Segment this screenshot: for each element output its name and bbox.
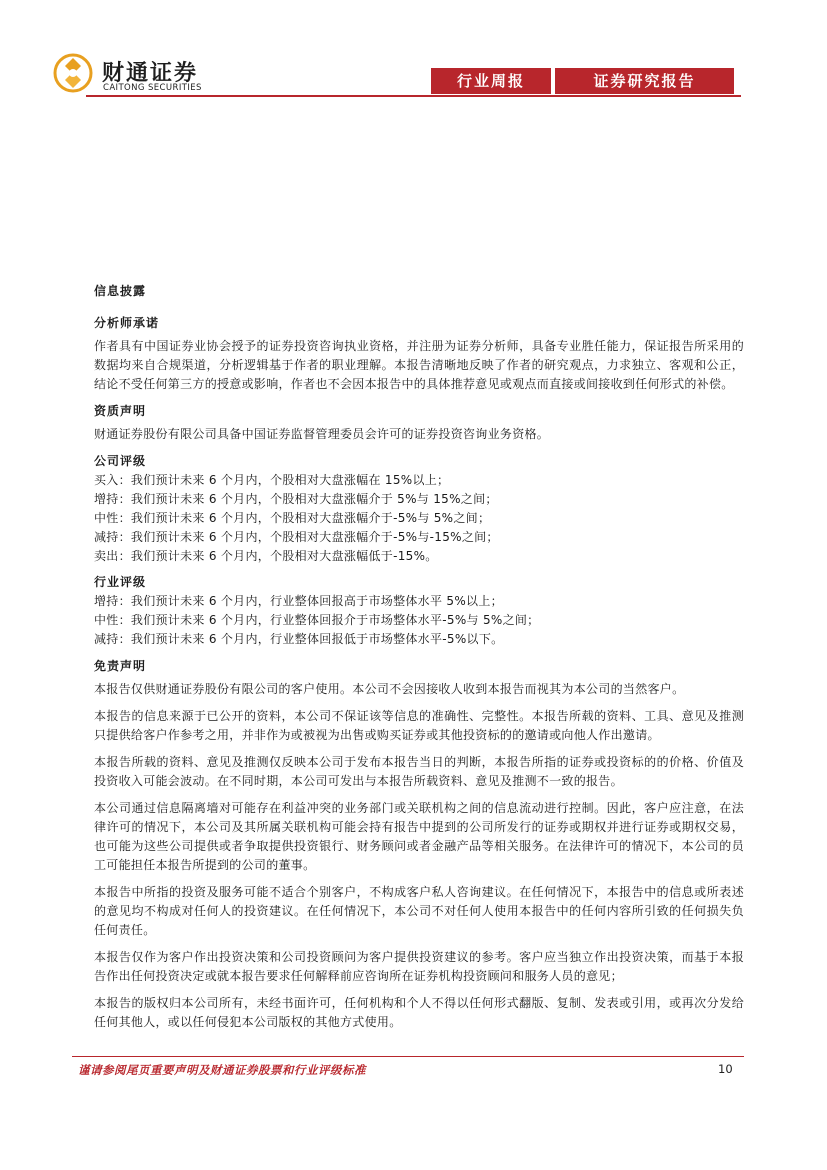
tag-securities-research-report: 证券研究报告 bbox=[555, 68, 734, 94]
footer-notice: 谨请参阅尾页重要声明及财通证券股票和行业评级标准 bbox=[78, 1063, 366, 1077]
company-rating-item: 卖出：我们预计未来 6 个月内，个股相对大盘涨幅低于-15%。 bbox=[94, 549, 438, 563]
disclaimer-heading: 免责声明 bbox=[94, 659, 147, 673]
industry-rating-item: 增持：我们预计未来 6 个月内，行业整体回报高于市场整体水平 5%以上； bbox=[94, 594, 503, 608]
company-rating-item: 买入：我们预计未来 6 个月内，个股相对大盘涨幅在 15%以上； bbox=[94, 473, 450, 487]
page-number: 10 bbox=[718, 1062, 733, 1076]
disclaimer-paragraph: 本报告中所指的投资及服务可能不适合个别客户，不构成客户私人咨询建议。在任何情况下，本报告中的信息或所表述的意见均不构成对任何人的投资建议。在任何情况下，本公司不对任何人使用本报告中的任何内容所引致的任何损失负任何责任。 bbox=[94, 885, 744, 937]
analyst-commitment-text: 作者具有中国证券业协会授予的证券投资咨询执业资格，并注册为证券分析师，具备专业胜任能力，保证报告所采用的数据均来自合规渠道，分析逻辑基于作者的职业理解。本报告清晰地反映了作者的研究观点，力求独立、客观和公正，结论不受任何第三方的授意或影响，作者也不会因本报告中的具体推荐意见或观点而直接或间接收到任何形式的补偿。 bbox=[94, 339, 744, 391]
company-rating-heading: 公司评级 bbox=[94, 454, 147, 468]
disclosure-section bbox=[94, 282, 744, 1040]
caitong-logo-icon bbox=[52, 52, 94, 94]
industry-rating-heading: 行业评级 bbox=[94, 575, 147, 589]
disclaimer-paragraph: 本报告仅作为客户作出投资决策和公司投资顾问为客户提供投资建议的参考。客户应当独立作出投资决策，而基于本报告作出任何投资决定或就本报告要求任何解释前应咨询所在证券机构投资顾问和服务人员的意见； bbox=[94, 950, 744, 983]
disclaimer-paragraph: 本报告的信息来源于已公开的资料，本公司不保证该等信息的准确性、完整性。本报告所载的资料、工具、意见及推测只提供给客户作参考之用，并非作为或被视为出售或购买证券或其他投资标的的邀请或向他人作出邀请。 bbox=[94, 709, 744, 742]
logo-chinese-name: 财通证券 bbox=[102, 61, 199, 86]
report-type-tags bbox=[431, 68, 734, 94]
disclaimer-paragraph: 本公司通过信息隔离墙对可能存在利益冲突的业务部门或关联机构之间的信息流动进行控制。因此，客户应注意，在法律许可的情况下，本公司及其所属关联机构可能会持有报告中提到的公司所发行的证券或期权并进行证券或期权交易，也可能为这些公司提供或者争取提供投资银行、财务顾问或者金融产品等相关服务。在法律许可的情况下，本公司的员工可能担任本报告所提到的公司的董事。 bbox=[94, 801, 744, 872]
industry-rating-item: 减持：我们预计未来 6 个月内，行业整体回报低于市场整体水平-5%以下。 bbox=[94, 632, 504, 646]
tag-weekly-industry-report: 行业周报 bbox=[431, 68, 551, 94]
company-rating-item: 增持：我们预计未来 6 个月内，个股相对大盘涨幅介于 5%与 15%之间； bbox=[94, 492, 498, 506]
qualification-text: 财通证券股份有限公司具备中国证券监督管理委员会许可的证券投资咨询业务资格。 bbox=[94, 427, 550, 441]
qualification-heading: 资质声明 bbox=[94, 404, 147, 418]
industry-rating-item: 中性：我们预计未来 6 个月内，行业整体回报介于市场整体水平-5%与 5%之间； bbox=[94, 613, 540, 627]
company-rating-item: 减持：我们预计未来 6 个月内，个股相对大盘涨幅介于-5%与-15%之间； bbox=[94, 530, 499, 544]
company-logo bbox=[52, 52, 222, 98]
analyst-commitment-heading: 分析师承诺 bbox=[94, 316, 160, 330]
company-rating-item: 中性：我们预计未来 6 个月内，个股相对大盘涨幅介于-5%与 5%之间； bbox=[94, 511, 491, 525]
footer-divider bbox=[72, 1056, 744, 1057]
disclaimer-paragraph: 本报告仅供财通证券股份有限公司的客户使用。本公司不会因接收人收到本报告而视其为本公司的当然客户。 bbox=[94, 682, 685, 696]
logo-english-name: CAITONG SECURITIES bbox=[103, 83, 202, 93]
disclaimer-paragraph: 本报告的版权归本公司所有，未经书面许可，任何机构和个人不得以任何形式翻版、复制、发表或引用，或再次分发给任何其他人，或以任何侵犯本公司版权的其他方式使用。 bbox=[94, 996, 744, 1029]
industry-rating-list bbox=[94, 592, 744, 649]
header-divider bbox=[86, 95, 741, 97]
disclaimer-paragraph: 本报告所载的资料、意见及推测仅反映本公司于发布本报告当日的判断，本报告所指的证券或投资标的的价格、价值及投资收入可能会波动。在不同时期，本公司可发出与本报告所载资料、意见及推测不一致的报告。 bbox=[94, 755, 744, 788]
company-rating-list bbox=[94, 471, 744, 566]
disclosure-title: 信息披露 bbox=[94, 284, 147, 298]
